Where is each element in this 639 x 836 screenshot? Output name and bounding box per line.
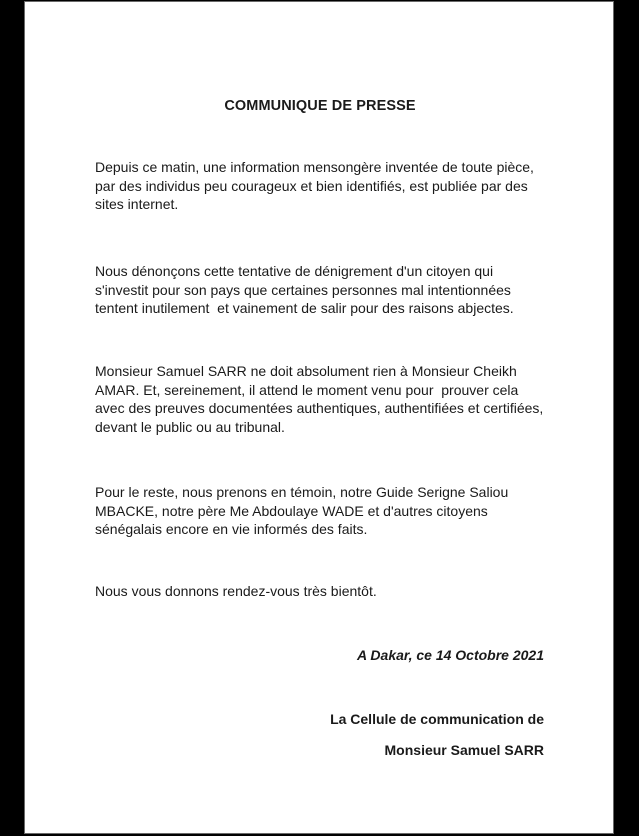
text-line: AMAR. Et, sereinement, il attend le moment venu pour prouver cela [95, 381, 519, 398]
text-line: sites internet. [95, 196, 179, 212]
text-line: Monsieur Samuel SARR ne doit absolument rien à Monsieur Cheikh [95, 363, 517, 379]
paragraph-2 [95, 262, 565, 318]
press-release [25, 2, 613, 833]
document-page [24, 1, 614, 834]
document-title: COMMUNIQUE DE PRESSE [224, 98, 416, 114]
paragraph-1 [95, 158, 565, 214]
text-line: s'investit pour son pays que certaines personnes mal intentionnées [95, 281, 511, 298]
text-line: Depuis ce matin, une information mensongère inventée de toute pièce, [95, 159, 534, 175]
text-line: sénégalais encore en vie informés des faits. [95, 521, 368, 537]
paragraph-4 [95, 483, 565, 539]
signature-line-1: La Cellule de communication de [330, 711, 544, 727]
text-line: devant le public ou au tribunal. [95, 418, 285, 435]
paragraph-3 [95, 362, 565, 436]
text-line: avec des preuves documentées authentiques, authentifiées et certifiées, [95, 400, 544, 416]
text-line: Nous vous donnons rendez-vous très bientôt. [95, 583, 377, 599]
paragraph-5 [95, 582, 565, 601]
text-line: Pour le reste, nous prenons en témoin, notre Guide Serigne Saliou [95, 484, 509, 500]
text-line: Nous dénonçons cette tentative de dénigrement d'un citoyen qui [95, 263, 494, 279]
text-line: par des individus peu courageux et bien identifiés, est publiée par des [95, 177, 528, 194]
text-line: MBACKE, notre père Me Abdoulaye WADE et d'autres citoyens [95, 502, 488, 519]
date-line: A Dakar, ce 14 Octobre 2021 [356, 647, 544, 663]
signature-line-2: Monsieur Samuel SARR [384, 742, 544, 758]
text-line: tentent inutilement et vainement de salir pour des raisons abjectes. [95, 300, 514, 316]
